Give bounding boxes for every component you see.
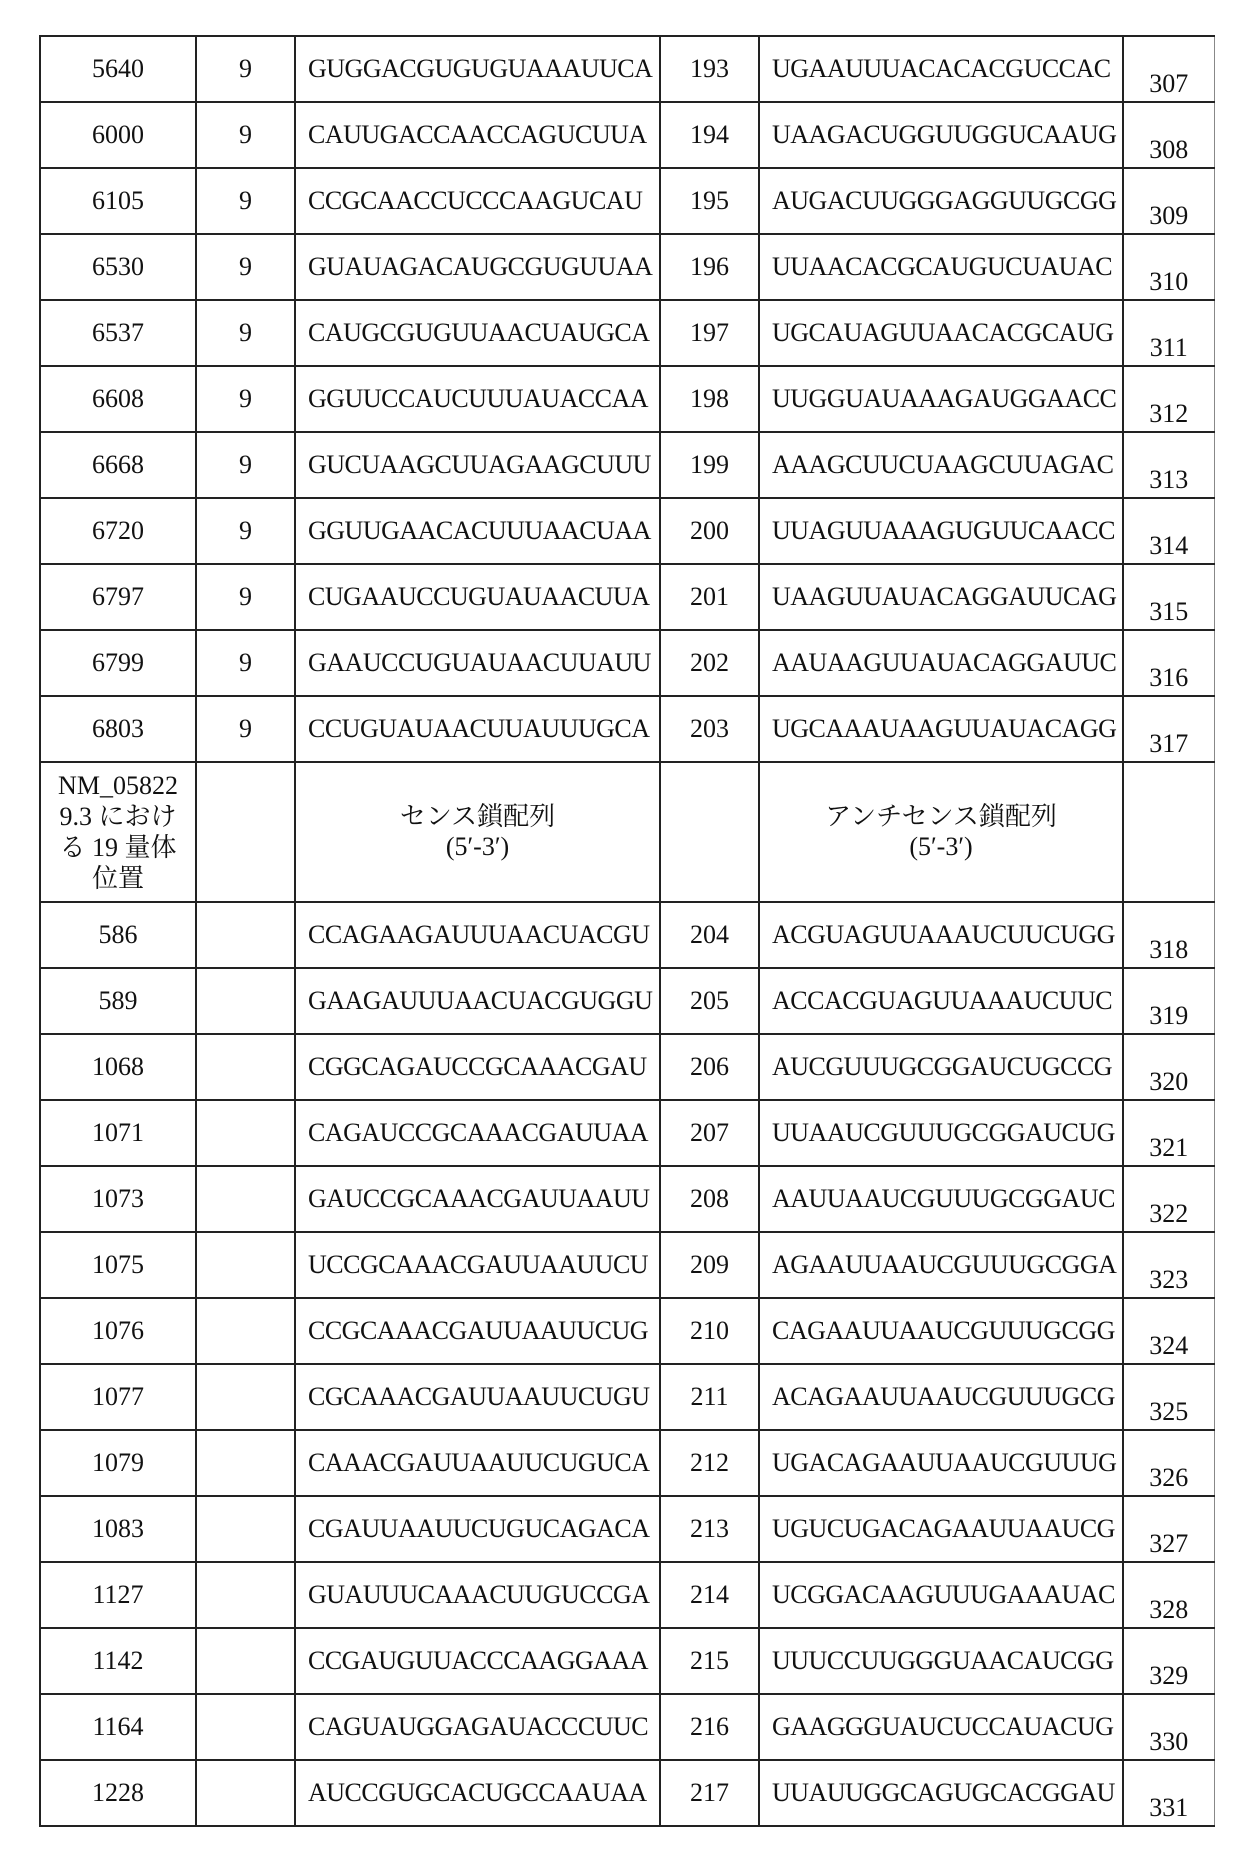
count-cell	[196, 902, 295, 968]
position-cell: 1075	[40, 1232, 196, 1298]
antisense-seq-id-cell: 311	[1123, 300, 1214, 366]
antisense-seq-id-cell: 331	[1123, 1760, 1214, 1826]
position-cell: 6668	[40, 432, 196, 498]
sense-sequence-cell: UCCGCAAACGAUUAAUUCU	[295, 1232, 660, 1298]
sense-sequence-cell: GAAUCCUGUAUAACUUAUU	[295, 630, 660, 696]
sense-sequence-cell: AUCCGUGCACUGCCAAUAA	[295, 1760, 660, 1826]
antisense-seq-id-cell: 330	[1123, 1694, 1214, 1760]
antisense-sequence-cell: UUGGUAUAAAGAUGGAACC	[759, 366, 1123, 432]
count-cell	[196, 1496, 295, 1562]
antisense-seq-id-cell: 323	[1123, 1232, 1214, 1298]
position-cell: 1142	[40, 1628, 196, 1694]
position-cell: 6797	[40, 564, 196, 630]
sense-seq-id-cell: 203	[660, 696, 759, 762]
antisense-sequence-cell: GAAGGGUAUCUCCAUACUG	[759, 1694, 1123, 1760]
header-empty	[660, 762, 759, 902]
sense-sequence-cell: CUGAAUCCUGUAUAACUUA	[295, 564, 660, 630]
sense-sequence-cell: CAGUAUGGAGAUACCCUUC	[295, 1694, 660, 1760]
sense-sequence-cell: CCAGAAGAUUUAACUACGU	[295, 902, 660, 968]
position-cell: 1228	[40, 1760, 196, 1826]
count-cell	[196, 1694, 295, 1760]
sense-sequence-cell: CAAACGAUUAAUUCUGUCA	[295, 1430, 660, 1496]
sense-seq-id-cell: 211	[660, 1364, 759, 1430]
table-row	[40, 630, 1214, 696]
table-row	[40, 102, 1214, 168]
table-row	[40, 902, 1214, 968]
count-cell	[196, 1166, 295, 1232]
position-cell: 589	[40, 968, 196, 1034]
count-cell: 9	[196, 102, 295, 168]
antisense-sequence-cell: UUUCCUUGGGUAACAUCGG	[759, 1628, 1123, 1694]
position-cell: 6105	[40, 168, 196, 234]
antisense-seq-id-cell: 328	[1123, 1562, 1214, 1628]
header-antisense	[759, 762, 1123, 902]
count-cell	[196, 968, 295, 1034]
sense-seq-id-cell: 197	[660, 300, 759, 366]
position-cell: 1079	[40, 1430, 196, 1496]
sense-seq-id-cell: 194	[660, 102, 759, 168]
count-cell: 9	[196, 432, 295, 498]
position-cell: 6799	[40, 630, 196, 696]
position-cell: 1127	[40, 1562, 196, 1628]
header-row	[40, 762, 1214, 902]
antisense-sequence-cell: AUGACUUGGGAGGUUGCGG	[759, 168, 1123, 234]
sense-seq-id-cell: 202	[660, 630, 759, 696]
header-position-line: 9.3 におけ	[41, 801, 195, 832]
table-body-top	[40, 36, 1214, 762]
position-cell: 1073	[40, 1166, 196, 1232]
sense-sequence-cell: GAUCCGCAAACGAUUAAUU	[295, 1166, 660, 1232]
sense-seq-id-cell: 195	[660, 168, 759, 234]
position-cell: 1076	[40, 1298, 196, 1364]
antisense-sequence-cell: UUAACACGCAUGUCUAUAC	[759, 234, 1123, 300]
count-cell	[196, 1562, 295, 1628]
count-cell: 9	[196, 300, 295, 366]
table-row	[40, 696, 1214, 762]
table-row	[40, 1496, 1214, 1562]
table-row	[40, 1694, 1214, 1760]
antisense-sequence-cell: UUAGUUAAAGUGUUCAACC	[759, 498, 1123, 564]
table-row	[40, 498, 1214, 564]
count-cell	[196, 1034, 295, 1100]
header-empty	[196, 762, 295, 902]
antisense-sequence-cell: UGCAAAUAAGUUAUACAGG	[759, 696, 1123, 762]
header-position-line: 位置	[41, 863, 195, 894]
antisense-seq-id-cell: 314	[1123, 498, 1214, 564]
sense-seq-id-cell: 212	[660, 1430, 759, 1496]
table-row	[40, 432, 1214, 498]
antisense-seq-id-cell: 322	[1123, 1166, 1214, 1232]
antisense-sequence-cell: AAUAAGUUAUACAGGAUUC	[759, 630, 1123, 696]
sense-sequence-cell: CCUGUAUAACUUAUUUGCA	[295, 696, 660, 762]
table-row	[40, 968, 1214, 1034]
antisense-sequence-cell: UGACAGAAUUAAUCGUUUG	[759, 1430, 1123, 1496]
position-cell: 6608	[40, 366, 196, 432]
antisense-sequence-cell: UAAGACUGGUUGGUCAAUG	[759, 102, 1123, 168]
position-cell: 1083	[40, 1496, 196, 1562]
header-sense	[295, 762, 660, 902]
sense-seq-id-cell: 217	[660, 1760, 759, 1826]
antisense-seq-id-cell: 329	[1123, 1628, 1214, 1694]
position-cell: 6530	[40, 234, 196, 300]
header-position-line: NM_05822	[41, 770, 195, 801]
sense-seq-id-cell: 200	[660, 498, 759, 564]
table-row	[40, 168, 1214, 234]
antisense-seq-id-cell: 321	[1123, 1100, 1214, 1166]
antisense-seq-id-cell: 327	[1123, 1496, 1214, 1562]
position-cell: 1071	[40, 1100, 196, 1166]
sense-seq-id-cell: 193	[660, 36, 759, 102]
table-row	[40, 366, 1214, 432]
antisense-sequence-cell: UUAUUGGCAGUGCACGGAU	[759, 1760, 1123, 1826]
header-sense-title: センス鎖配列	[296, 802, 659, 832]
sense-sequence-cell: GGUUCCAUCUUUAUACCAA	[295, 366, 660, 432]
sense-sequence-cell: CCGAUGUUACCCAAGGAAA	[295, 1628, 660, 1694]
header-empty	[1123, 762, 1214, 902]
header-antisense-direction: (5′-3′)	[760, 832, 1122, 862]
sense-seq-id-cell: 201	[660, 564, 759, 630]
count-cell	[196, 1364, 295, 1430]
antisense-sequence-cell: ACCACGUAGUUAAAUCUUC	[759, 968, 1123, 1034]
sense-seq-id-cell: 199	[660, 432, 759, 498]
sense-sequence-cell: CCGCAACCUCCCAAGUCAU	[295, 168, 660, 234]
table-row	[40, 1298, 1214, 1364]
sense-sequence-cell: CCGCAAACGAUUAAUUCUG	[295, 1298, 660, 1364]
sense-sequence-cell: GUAUUUCAAACUUGUCCGA	[295, 1562, 660, 1628]
sense-seq-id-cell: 215	[660, 1628, 759, 1694]
sense-seq-id-cell: 205	[660, 968, 759, 1034]
table-row	[40, 36, 1214, 102]
table-row	[40, 1562, 1214, 1628]
sense-seq-id-cell: 208	[660, 1166, 759, 1232]
antisense-sequence-cell: UGUCUGACAGAAUUAAUCG	[759, 1496, 1123, 1562]
sense-sequence-cell: GUAUAGACAUGCGUGUUAA	[295, 234, 660, 300]
count-cell	[196, 1232, 295, 1298]
position-cell: 1164	[40, 1694, 196, 1760]
antisense-seq-id-cell: 317	[1123, 696, 1214, 762]
sense-sequence-cell: GUCUAAGCUUAGAAGCUUU	[295, 432, 660, 498]
antisense-sequence-cell: ACAGAAUUAAUCGUUUGCG	[759, 1364, 1123, 1430]
antisense-seq-id-cell: 316	[1123, 630, 1214, 696]
table-row	[40, 564, 1214, 630]
antisense-seq-id-cell: 309	[1123, 168, 1214, 234]
sequence-table	[39, 35, 1215, 1827]
antisense-sequence-cell: AAAGCUUCUAAGCUUAGAC	[759, 432, 1123, 498]
antisense-seq-id-cell: 320	[1123, 1034, 1214, 1100]
sense-sequence-cell: CGAUUAAUUCUGUCAGACA	[295, 1496, 660, 1562]
sense-sequence-cell: CAGAUCCGCAAACGAUUAA	[295, 1100, 660, 1166]
count-cell: 9	[196, 564, 295, 630]
sense-sequence-cell: GAAGAUUUAACUACGUGGU	[295, 968, 660, 1034]
count-cell: 9	[196, 498, 295, 564]
table-header-section	[40, 762, 1214, 902]
header-position-line: る 19 量体	[41, 832, 195, 863]
sense-seq-id-cell: 204	[660, 902, 759, 968]
position-cell: 6720	[40, 498, 196, 564]
table-row	[40, 1364, 1214, 1430]
table-row	[40, 1034, 1214, 1100]
count-cell	[196, 1100, 295, 1166]
count-cell: 9	[196, 366, 295, 432]
header-sense-direction: (5′-3′)	[296, 832, 659, 862]
position-cell: 586	[40, 902, 196, 968]
antisense-sequence-cell: AAUUAAUCGUUUGCGGAUC	[759, 1166, 1123, 1232]
sense-seq-id-cell: 206	[660, 1034, 759, 1100]
sense-sequence-cell: CGGCAGAUCCGCAAACGAU	[295, 1034, 660, 1100]
antisense-seq-id-cell: 325	[1123, 1364, 1214, 1430]
sense-sequence-cell: GUGGACGUGUGUAAAUUCA	[295, 36, 660, 102]
count-cell	[196, 1298, 295, 1364]
sense-seq-id-cell: 216	[660, 1694, 759, 1760]
antisense-sequence-cell: UCGGACAAGUUUGAAAUAC	[759, 1562, 1123, 1628]
position-cell: 1068	[40, 1034, 196, 1100]
antisense-seq-id-cell: 318	[1123, 902, 1214, 968]
antisense-sequence-cell: CAGAAUUAAUCGUUUGCGG	[759, 1298, 1123, 1364]
count-cell: 9	[196, 696, 295, 762]
antisense-seq-id-cell: 307	[1123, 36, 1214, 102]
antisense-seq-id-cell: 319	[1123, 968, 1214, 1034]
count-cell: 9	[196, 36, 295, 102]
sense-seq-id-cell: 213	[660, 1496, 759, 1562]
position-cell: 5640	[40, 36, 196, 102]
count-cell	[196, 1430, 295, 1496]
table-row	[40, 300, 1214, 366]
antisense-seq-id-cell: 308	[1123, 102, 1214, 168]
antisense-sequence-cell: AGAAUUAAUCGUUUGCGGA	[759, 1232, 1123, 1298]
position-cell: 6000	[40, 102, 196, 168]
position-cell: 6537	[40, 300, 196, 366]
antisense-sequence-cell: UGAAUUUACACACGUCCAC	[759, 36, 1123, 102]
antisense-sequence-cell: ACGUAGUUAAAUCUUCUGG	[759, 902, 1123, 968]
antisense-seq-id-cell: 326	[1123, 1430, 1214, 1496]
count-cell: 9	[196, 234, 295, 300]
antisense-sequence-cell: UUAAUCGUUUGCGGAUCUG	[759, 1100, 1123, 1166]
antisense-seq-id-cell: 310	[1123, 234, 1214, 300]
sense-sequence-cell: CGCAAACGAUUAAUUCUGU	[295, 1364, 660, 1430]
sense-seq-id-cell: 214	[660, 1562, 759, 1628]
table-row	[40, 1100, 1214, 1166]
header-antisense-title: アンチセンス鎖配列	[760, 802, 1122, 832]
sense-seq-id-cell: 207	[660, 1100, 759, 1166]
count-cell	[196, 1760, 295, 1826]
antisense-sequence-cell: UAAGUUAUACAGGAUUCAG	[759, 564, 1123, 630]
sense-seq-id-cell: 196	[660, 234, 759, 300]
table-row	[40, 234, 1214, 300]
sense-seq-id-cell: 209	[660, 1232, 759, 1298]
sense-seq-id-cell: 210	[660, 1298, 759, 1364]
count-cell	[196, 1628, 295, 1694]
sense-seq-id-cell: 198	[660, 366, 759, 432]
sense-sequence-cell: GGUUGAACACUUUAACUAA	[295, 498, 660, 564]
table-row	[40, 1232, 1214, 1298]
antisense-seq-id-cell: 315	[1123, 564, 1214, 630]
antisense-seq-id-cell: 324	[1123, 1298, 1214, 1364]
position-cell: 1077	[40, 1364, 196, 1430]
header-position	[40, 762, 196, 902]
table-row	[40, 1760, 1214, 1826]
antisense-seq-id-cell: 313	[1123, 432, 1214, 498]
table-row	[40, 1166, 1214, 1232]
sense-sequence-cell: CAUUGACCAACCAGUCUUA	[295, 102, 660, 168]
antisense-sequence-cell: AUCGUUUGCGGAUCUGCCG	[759, 1034, 1123, 1100]
table-row	[40, 1430, 1214, 1496]
antisense-sequence-cell: UGCAUAGUUAACACGCAUG	[759, 300, 1123, 366]
table-body-bottom	[40, 902, 1214, 1826]
count-cell: 9	[196, 168, 295, 234]
table-row	[40, 1628, 1214, 1694]
position-cell: 6803	[40, 696, 196, 762]
sense-sequence-cell: CAUGCGUGUUAACUAUGCA	[295, 300, 660, 366]
antisense-seq-id-cell: 312	[1123, 366, 1214, 432]
count-cell: 9	[196, 630, 295, 696]
